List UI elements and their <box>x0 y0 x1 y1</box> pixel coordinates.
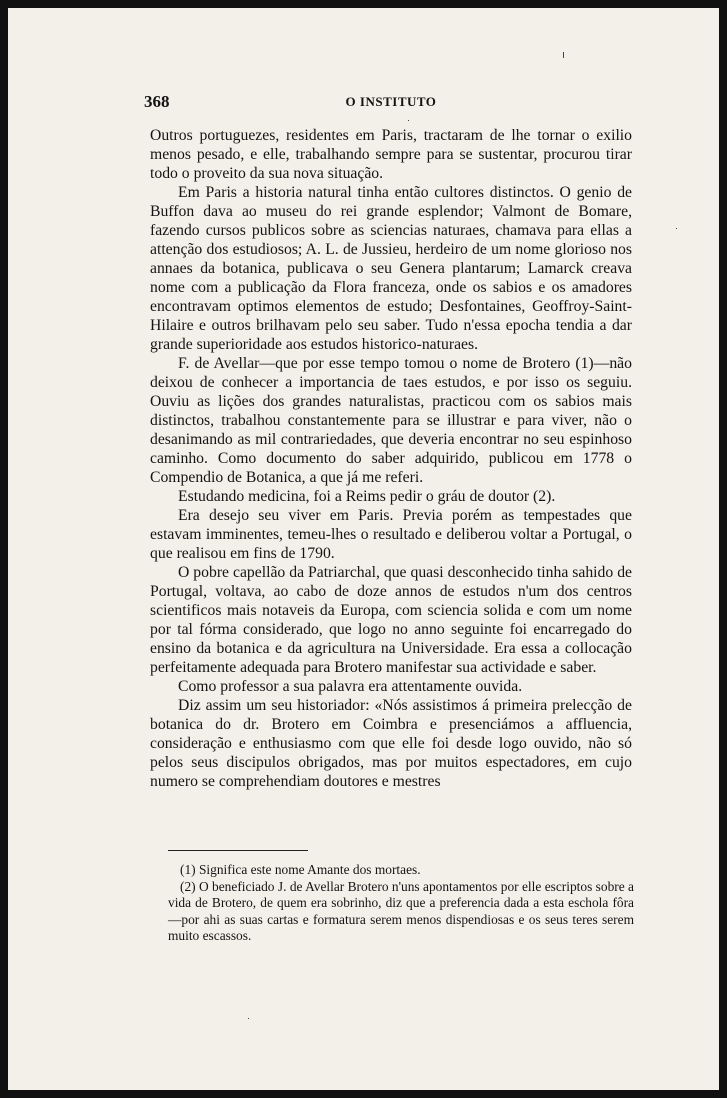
page-header <box>144 92 638 114</box>
speck <box>563 52 564 58</box>
footnotes <box>168 862 634 945</box>
speck <box>408 120 409 121</box>
paragraph: Em Paris a historia natural tinha então cultores distinctos. O genio de Buffon dava ao museu do rei grande esplendor; Valmont de Bomare, fazendo cursos publicos sobre as sciencias naturaes, chamava para ellas a attenção dos estudiosos; A. L. de Jussieu, herdeiro de um nome glorioso nos annaes da botanica, publicava o seu Genera plantarum; Lamarck creava nome com a publicação da Flora franceza, onde os sabios e os amadores encontravam optimos elementos de estudo; Desfontaines, Geoffroy-Saint-Hilaire e outros brilhavam pelo seu saber. Tudo n'essa epocha tendia a dar grande superioridade aos estudos historico-naturaes. <box>150 184 632 353</box>
page-number: 368 <box>144 92 170 111</box>
paragraph: O pobre capellão da Patriarchal, que quasi desconhecido tinha sahido de Portugal, voltava, ao cabo de doze annos de estudos n'um dos centros scientificos mais notaveis da Europa, com sciencia solida e com um nome por tal fórma considerado, que logo no anno seguinte foi encarregado do ensino da botanica e da agricultura na Universidade. Era essa a collocação perfeitamente adequada para Brotero manifestar sua actividade e saber. <box>150 564 632 676</box>
footnote: (2) O beneficiado J. de Avellar Brotero n'uns apontamentos por elle escriptos sobre a vida de Brotero, de quem era sobrinho, diz que a preferencia dada a esta eschola fôra—por ahi as suas cartas e formatura serem menos dispendiosas e os seus teres serem muito escassos. <box>168 878 634 943</box>
paragraph: F. de Avellar—que por esse tempo tomou o nome de Brotero (1)—não deixou de conhecer a importancia de taes estudos, e por isso os seguiu. Ouviu as lições dos grandes naturalistas, practicou com os sabios mais distinctos, trabalhou constantemente para se illustrar e para viver, não o desanimando as mil contrariedades, que deveria encontrar no seu espinhoso caminho. Como documento do saber adquirido, publicou em 1778 o Compendio de Botanica, a que já me referi. <box>150 355 632 486</box>
running-title: O INSTITUTO <box>345 94 437 109</box>
footnote-divider <box>168 850 308 851</box>
body-text <box>150 126 632 791</box>
speck <box>248 1018 249 1019</box>
paragraph: Como professor a sua palavra era attentamente ouvida. <box>178 678 523 695</box>
paragraph: Era desejo seu viver em Paris. Previa porém as tempestades que estavam imminentes, temeu-lhes o resultado e deliberou voltar a Portugal, o que realisou em fins de 1790. <box>150 507 632 562</box>
paragraph: Estudando medicina, foi a Reims pedir o gráu de doutor (2). <box>178 488 556 505</box>
book-page <box>8 8 719 1090</box>
paragraph: Diz assim um seu historiador: «Nós assistimos á primeira prelecção de botanica do dr. Brotero em Coimbra e presenciámos a affluencia, consideração e enthusiasmo com que elle foi desde logo ouvido, não só pelos seus discipulos obrigados, mas por muitos espectadores, em cujo numero se comprehendiam doutores e mestres <box>150 697 632 790</box>
footnote: (1) Significa este nome Amante dos mortaes. <box>180 862 421 877</box>
speck <box>676 228 677 229</box>
paragraph: Outros portuguezes, residentes em Paris, tractaram de lhe tornar o exilio menos pesado, e elle, trabalhando sempre para se sustentar, procurou tirar todo o proveito da sua nova situação. <box>150 127 632 182</box>
